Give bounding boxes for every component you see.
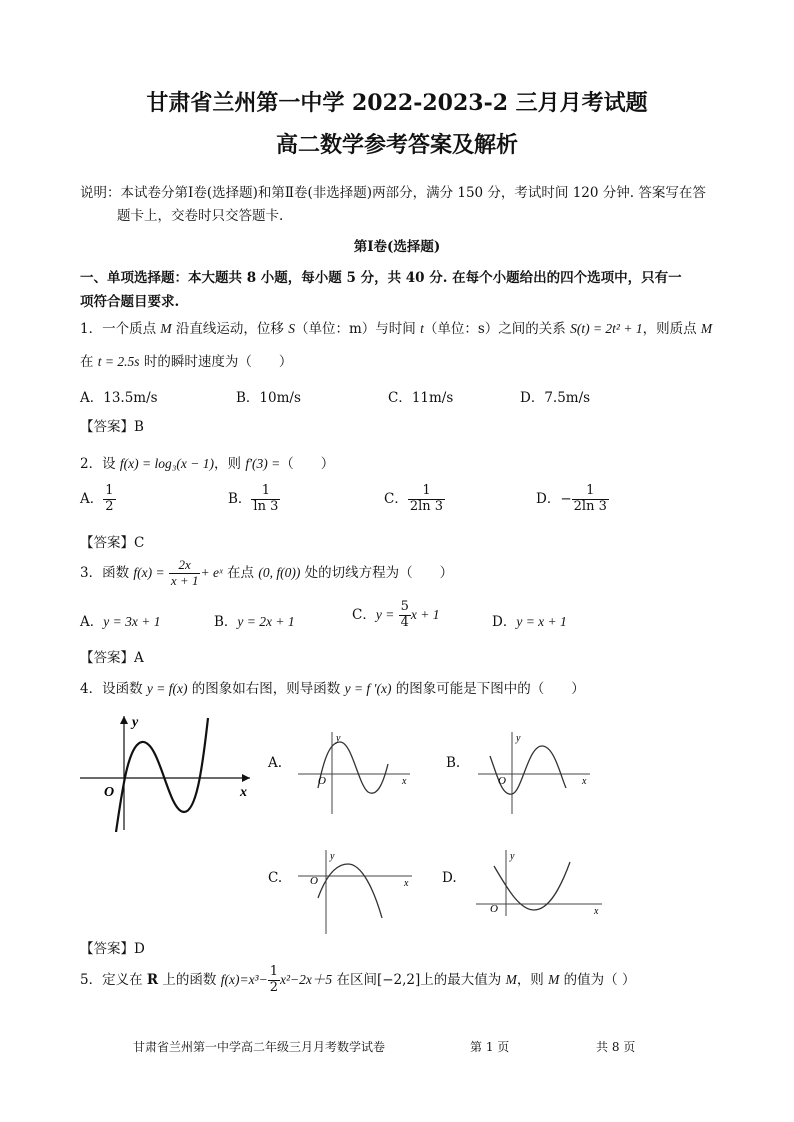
a-curve [318, 742, 388, 793]
q1-stem-line2: 在 t = 2.5s 时的瞬时速度为（ ） [80, 354, 293, 370]
a-y-label: y [336, 733, 341, 744]
q2-stem: 2．设 f(x) = log₃(x − 1)，则 f′(3) =（ ） [80, 456, 335, 472]
part-heading-line2: 项符合题目要求. [80, 294, 180, 310]
q4-option-a-label: A. [268, 755, 283, 771]
q1-answer: 【答案】B [80, 419, 144, 435]
q4-graph-a [296, 728, 414, 816]
q4-graph-b [476, 728, 594, 816]
q4-graph-d [474, 846, 606, 918]
footer-total: 共 8 页 [596, 1040, 636, 1054]
part-heading-line1: 一、单项选择题：本大题共 8 小题，每小题 5 分，共 40 分. 在每个小题给出的四个选项中，只有一 [80, 270, 682, 286]
q1-var-m: M [160, 321, 172, 336]
main-origin-label: O [104, 785, 115, 800]
q2-option-c: C． $\frac{1}{2\ln 3}$ [384, 483, 444, 514]
q4-option-c-label: C. [268, 870, 283, 886]
q2-answer: 【答案】C [80, 535, 145, 551]
q4-answer: 【答案】D [80, 941, 145, 957]
c-curve [318, 864, 382, 918]
instructions-line2: 题卡上，交卷时只交答题卡. [117, 208, 284, 224]
q1-stem-line1: 1．一个质点 M 沿直线运动，位移 S（单位：m）与时间 t（单位：s）之间的关系 S(t) = 2t² + 1，则质点 M [80, 321, 713, 337]
c-y-label: y [330, 851, 335, 862]
q3-option-a: A．y = 3x + 1 [80, 614, 161, 630]
q1-formula: S(t) = 2t² + 1 [570, 321, 643, 336]
q4-option-b-label: B. [446, 755, 461, 771]
a-origin-label: O [318, 775, 326, 787]
q4-stem: 4．设函数 y = f(x) 的图象如右图，则导函数 y = f ′(x) 的图象可能是下图中的（ ） [80, 681, 585, 697]
q1-time-value: t = 2.5s [97, 354, 140, 369]
q3-answer: 【答案】A [80, 650, 144, 666]
d-origin-label: O [490, 903, 498, 915]
b-x-label: x [582, 776, 587, 787]
q1-var-t: t [420, 321, 424, 336]
d-x-label: x [594, 906, 599, 917]
q2-function: f(x) = log₃(x − 1) [119, 456, 215, 471]
q5-stem: 5．定义在 R 上的函数 f(x)=x³− $\frac{1}{2}$ x²−2x＋5 在区间[−2,2]上的最大值为 M，则 M 的值为（ ） [80, 964, 636, 995]
q3-option-b: B．y = 2x + 1 [214, 614, 295, 630]
q3-option-d: D．y = x + 1 [492, 614, 567, 630]
q4-graph-c [296, 846, 416, 936]
q1-option-a: A．13.5m/s [80, 390, 158, 406]
main-y-arrow [120, 716, 128, 724]
c-origin-label: O [310, 875, 318, 887]
d-y-label: y [510, 851, 515, 862]
main-x-arrow [242, 774, 250, 782]
a-x-label: x [402, 776, 407, 787]
b-y-label: y [516, 733, 521, 744]
main-x-label: x [240, 785, 247, 800]
section-title: 第Ⅰ卷(选择题) [353, 239, 441, 255]
page-subtitle: 高二数学参考答案及解析 [275, 132, 518, 158]
b-origin-label: O [498, 775, 506, 787]
instructions-line1: 说明：本试卷分第Ⅰ卷(选择题)和第Ⅱ卷(非选择题)两部分，满分 150 分，考试时间 120 分钟. 答案写在答 [80, 185, 706, 201]
main-y-label: y [132, 715, 139, 730]
d-curve [494, 862, 570, 910]
q3-option-c: C．y = $\frac{5}{4}$ x + 1 [352, 599, 440, 630]
q2-derivative: f′(3) = [245, 456, 281, 471]
q1-var-s: S [288, 321, 295, 336]
q3-stem: 3．函数 f(x) = $\frac{2x}{x + 1}$ + eˣ 在点 (0, f(0)) 处的切线方程为（ ） [80, 557, 454, 588]
q4-option-d-label: D. [442, 870, 457, 886]
q1-option-c: C．11m/s [388, 390, 454, 406]
q2-option-d: D．− $\frac{1}{2\ln 3}$ [536, 483, 607, 514]
q1-option-d: D．7.5m/s [520, 390, 591, 406]
q1-option-b: B．10m/s [236, 390, 301, 406]
footer-school: 甘肃省兰州第一中学高二年级三月月考数学试卷 [133, 1040, 386, 1054]
main-curve [116, 718, 208, 832]
c-x-label: x [404, 878, 409, 889]
q4-main-graph [80, 712, 255, 832]
q2-option-b: B． $\frac{1}{\ln 3}$ [228, 483, 279, 514]
page-title: 甘肃省兰州第一中学 2022-2023-2 三月月考试题 [146, 90, 648, 116]
footer-page: 第 1 页 [470, 1040, 510, 1054]
q2-option-a: A． $\frac{1}{2}$ [80, 483, 114, 514]
